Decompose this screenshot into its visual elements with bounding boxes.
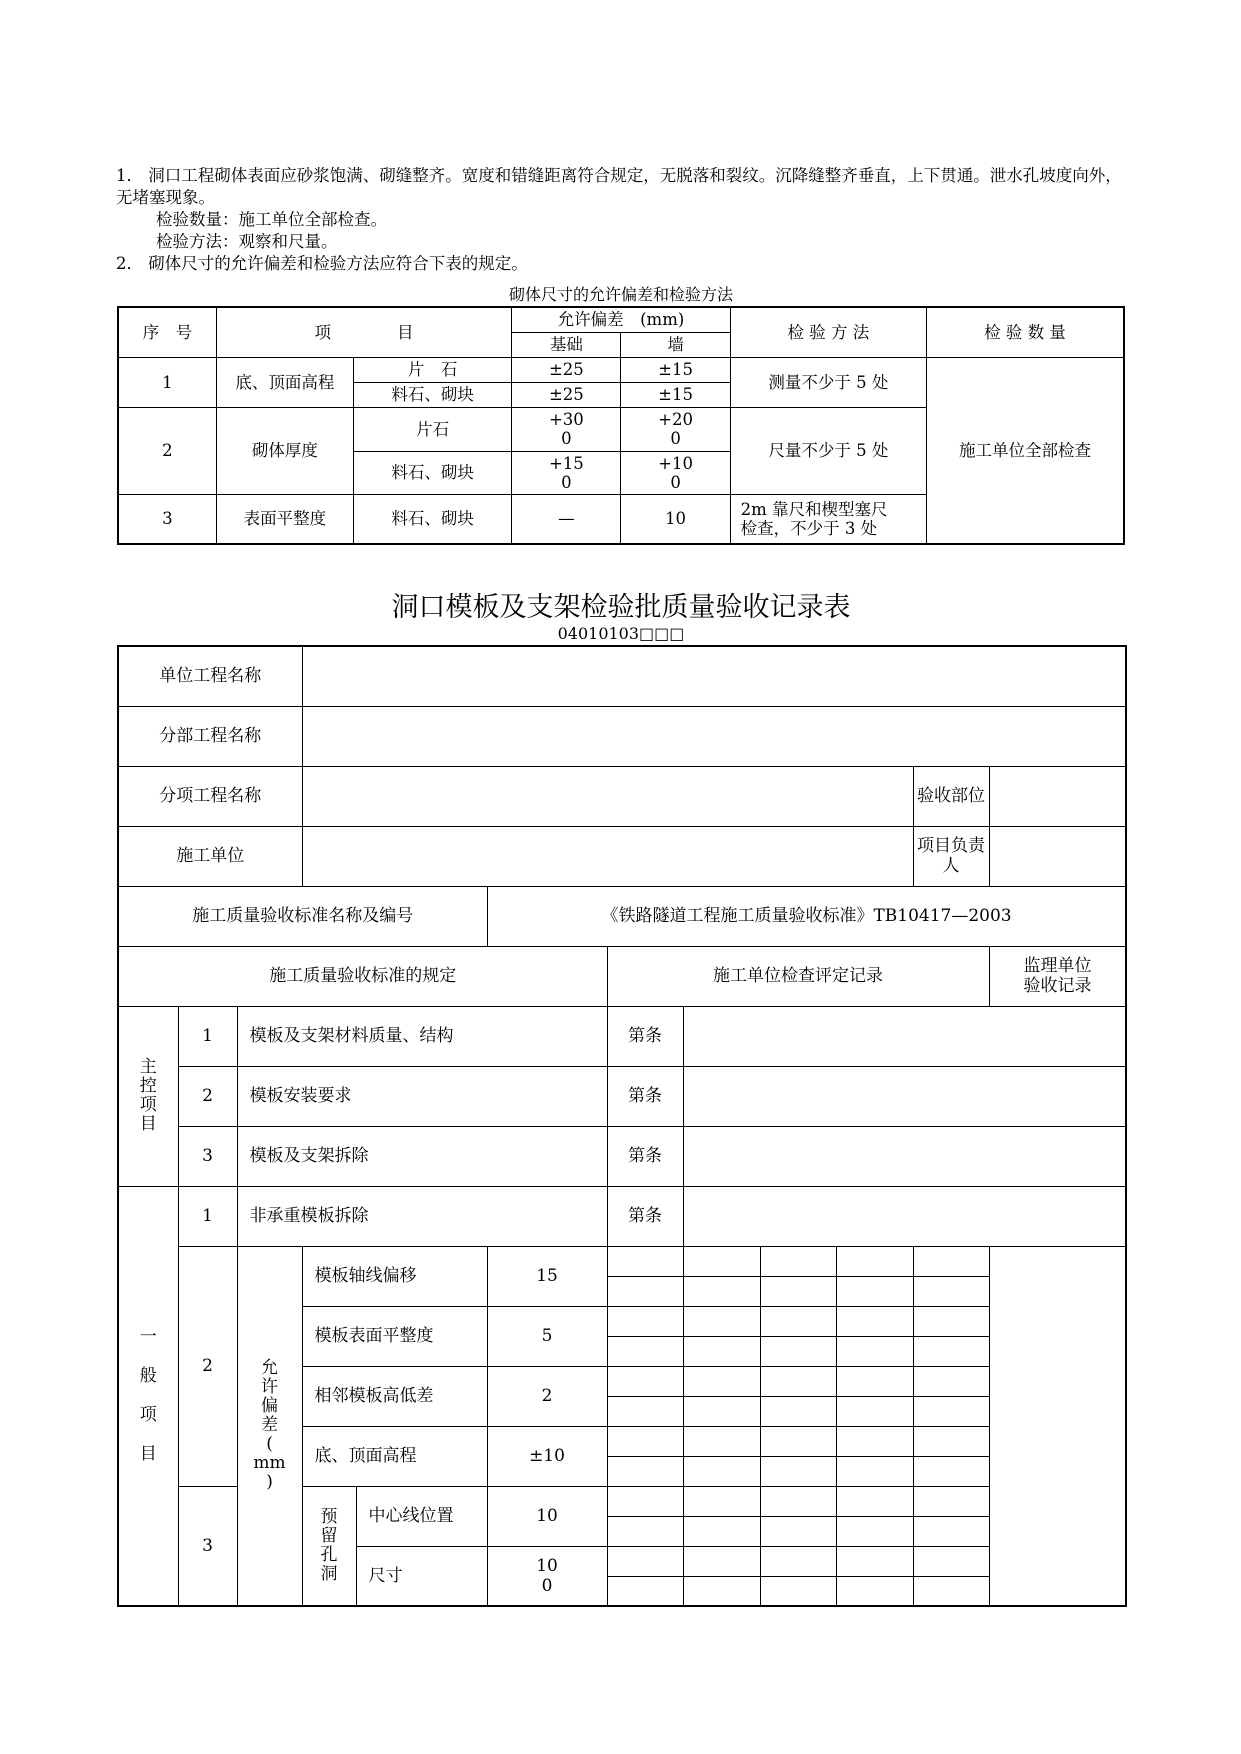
- header-base: 基础: [512, 332, 621, 357]
- header-item: 项 目: [216, 307, 512, 357]
- measure-cell[interactable]: [836, 1246, 913, 1276]
- measure-cell[interactable]: [683, 1276, 760, 1306]
- measure-cell[interactable]: [913, 1456, 989, 1486]
- row1-method: 测量不少于 5 处: [730, 357, 926, 407]
- tolerance-item-value: 5: [487, 1306, 607, 1366]
- supervisor-header-line1: 监理单位: [1023, 956, 1092, 976]
- measure-cell[interactable]: [683, 1396, 760, 1426]
- inspection-record-table: [117, 645, 1127, 1607]
- tolerance-item-name: 模板表面平整度: [302, 1306, 487, 1366]
- measure-cell[interactable]: [607, 1486, 683, 1516]
- row3-material: 料石、砌块: [353, 494, 511, 544]
- measure-cell[interactable]: [760, 1246, 836, 1276]
- main-item-name: 模板及支架拆除: [237, 1126, 607, 1186]
- reserved-char: 留: [320, 1525, 338, 1546]
- row2b-base-lower: 0: [561, 472, 572, 492]
- row3-seq: 3: [118, 494, 216, 544]
- reserved-char: 孔: [320, 1544, 338, 1565]
- tolerance-char: 差: [261, 1415, 278, 1436]
- header-wall: 墙: [621, 332, 730, 357]
- tolerance-item-value: 15: [487, 1246, 607, 1306]
- row2a-base-lower: 0: [561, 429, 572, 448]
- check-quantity: 施工单位全部检查: [927, 357, 1124, 544]
- tolerance-item-name: 相邻模板高低差: [302, 1366, 487, 1426]
- general-group-char: 一: [139, 1326, 157, 1347]
- reserved-size-value-upper: 10: [536, 1555, 558, 1576]
- manager-label: 项目负责人: [913, 826, 989, 886]
- measure-cell[interactable]: [836, 1546, 913, 1576]
- form-title: 洞口模板及支架检验批质量验收记录表: [391, 592, 851, 623]
- general-item-num: 3: [178, 1486, 237, 1606]
- row2b-wall-upper: +10: [658, 453, 693, 473]
- general-item-num: 2: [178, 1246, 237, 1486]
- table1-caption: 砌体尺寸的允许偏差和检验方法: [508, 285, 733, 304]
- row3-method-line1: 2m 靠尺和楔型塞尺: [740, 499, 888, 519]
- main-item-check-field[interactable]: [683, 1006, 1126, 1066]
- main-item-clause: 第条: [607, 1126, 683, 1186]
- header-tolerance: 允许偏差 (mm): [512, 307, 730, 332]
- standard-value: 《铁路隧道工程施工质量验收标准》TB10417—2003: [487, 886, 1126, 946]
- main-control-group: [118, 1006, 178, 1186]
- tolerance-item-value: 2: [487, 1366, 607, 1426]
- tolerance-char: 允: [261, 1358, 278, 1379]
- measure-cell[interactable]: [683, 1456, 760, 1486]
- measure-cell[interactable]: [607, 1516, 683, 1546]
- measure-cell[interactable]: [607, 1366, 683, 1396]
- row3-method-line2: 检查，不少于 3 处: [740, 518, 878, 538]
- general-group-char: 般: [139, 1365, 157, 1386]
- general-item-num: 1: [178, 1186, 237, 1246]
- measure-cell[interactable]: [836, 1366, 913, 1396]
- tolerance-char: 许: [261, 1377, 278, 1398]
- measure-cell[interactable]: [760, 1456, 836, 1486]
- measure-cell[interactable]: [683, 1516, 760, 1546]
- row2a-base: [512, 407, 621, 451]
- supervisor-header-line2: 验收记录: [1023, 976, 1092, 996]
- main-item-name: 模板及支架材料质量、结构: [237, 1006, 607, 1066]
- measure-cell[interactable]: [760, 1546, 836, 1576]
- sub-project-field[interactable]: [302, 706, 1126, 766]
- intro-check-method: 检验方法：观察和尺量。: [156, 232, 338, 251]
- measure-cell[interactable]: [760, 1366, 836, 1396]
- measure-cell[interactable]: [913, 1246, 989, 1276]
- tolerance-item-name: 底、顶面高程: [302, 1426, 487, 1486]
- tolerance-char: ): [266, 1472, 273, 1493]
- reserved-center-value: 10: [487, 1486, 607, 1546]
- main-group-char: 控: [139, 1076, 157, 1096]
- row1a-base: ±25: [512, 357, 621, 382]
- main-item-clause: 第条: [607, 1006, 683, 1066]
- measure-cell[interactable]: [683, 1426, 760, 1456]
- general-item-check-field[interactable]: [683, 1186, 1126, 1246]
- intro-item-1: 1． 洞口工程砌体表面应砂浆饱满、砌缝整齐。宽度和错缝距离符合规定，无脱落和裂纹。沉降缝整齐垂直，上下贯通。泄水孔坡度向外，无堵塞现象。: [116, 166, 1122, 207]
- row2b-wall-lower: 0: [670, 472, 681, 492]
- sub-project-label: 分部工程名称: [118, 706, 302, 766]
- accept-part-label: 验收部位: [913, 766, 989, 826]
- item-project-label: 分项工程名称: [118, 766, 302, 826]
- header-quantity: 检 验 数 量: [927, 307, 1124, 357]
- reserved-char: 洞: [320, 1563, 338, 1584]
- main-item-check-field[interactable]: [683, 1066, 1126, 1126]
- measure-cell[interactable]: [760, 1426, 836, 1456]
- accept-part-field[interactable]: [989, 766, 1126, 826]
- reserved-char: 预: [320, 1506, 338, 1527]
- measure-cell[interactable]: [683, 1366, 760, 1396]
- measure-cell[interactable]: [913, 1516, 989, 1546]
- row3-wall: 10: [621, 494, 730, 544]
- measure-cell[interactable]: [913, 1366, 989, 1396]
- unit-project-label: 单位工程名称: [118, 646, 302, 706]
- main-group-char: 项: [139, 1095, 157, 1115]
- measure-cell[interactable]: [607, 1426, 683, 1456]
- measure-cell[interactable]: [607, 1456, 683, 1486]
- measure-cell[interactable]: [836, 1576, 913, 1606]
- row3-method: [730, 494, 926, 544]
- measure-cell[interactable]: [760, 1486, 836, 1516]
- measure-cell[interactable]: [836, 1306, 913, 1336]
- tolerance-char: (: [266, 1434, 273, 1455]
- tolerance-item-name: 模板轴线偏移: [302, 1246, 487, 1306]
- measure-cell[interactable]: [913, 1486, 989, 1516]
- header-seq: 序 号: [118, 307, 216, 357]
- standard-label: 施工质量验收标准名称及编号: [118, 886, 487, 946]
- measure-cell[interactable]: [760, 1576, 836, 1606]
- row2a-wall-upper: +20: [658, 410, 693, 429]
- header-method: 检 验 方 法: [730, 307, 926, 357]
- supervisor-header: [989, 946, 1126, 1006]
- intro-check-quantity: 检验数量：施工单位全部检查。: [156, 210, 387, 229]
- manager-field[interactable]: [989, 826, 1126, 886]
- main-item-check-field[interactable]: [683, 1126, 1126, 1186]
- row1b-base: ±25: [512, 382, 621, 407]
- contractor-field[interactable]: [302, 826, 913, 886]
- row3-base: —: [512, 494, 621, 544]
- measure-cell[interactable]: [836, 1456, 913, 1486]
- row2-method: 尺量不少于 5 处: [730, 407, 926, 494]
- measure-cell[interactable]: [836, 1396, 913, 1426]
- general-item-clause: 第条: [607, 1186, 683, 1246]
- measure-cell[interactable]: [683, 1306, 760, 1336]
- main-item-num: 1: [178, 1006, 237, 1066]
- measure-cell[interactable]: [607, 1246, 683, 1276]
- measure-cell[interactable]: [913, 1396, 989, 1426]
- measure-cell[interactable]: [913, 1546, 989, 1576]
- main-item-name: 模板安装要求: [237, 1066, 607, 1126]
- measure-cell[interactable]: [760, 1396, 836, 1426]
- row2a-base-upper: +30: [548, 410, 584, 429]
- measure-cell[interactable]: [683, 1546, 760, 1576]
- row2a-wall-lower: 0: [670, 429, 681, 448]
- row1b-wall: ±15: [621, 382, 730, 407]
- measure-cell[interactable]: [913, 1576, 989, 1606]
- row2b-base-upper: +15: [548, 453, 584, 473]
- row1-seq: 1: [118, 357, 216, 407]
- row2-seq: 2: [118, 407, 216, 494]
- reserved-size-value-lower: 0: [541, 1575, 553, 1596]
- masonry-tolerance-table: [117, 306, 1125, 545]
- tolerance-label: [237, 1246, 302, 1606]
- measure-cell[interactable]: [607, 1336, 683, 1366]
- main-group-char: 主: [139, 1057, 157, 1077]
- measure-cell[interactable]: [836, 1276, 913, 1306]
- measure-cell[interactable]: [836, 1516, 913, 1546]
- item-project-field[interactable]: [302, 766, 913, 826]
- measure-cell[interactable]: [836, 1336, 913, 1366]
- row3-item: 表面平整度: [216, 494, 353, 544]
- row1b-material: 料石、砌块: [353, 382, 511, 407]
- measure-cell[interactable]: [913, 1306, 989, 1336]
- main-item-clause: 第条: [607, 1066, 683, 1126]
- measure-cell[interactable]: [683, 1486, 760, 1516]
- row1a-material: 片 石: [353, 357, 511, 382]
- measure-cell[interactable]: [683, 1336, 760, 1366]
- form-code: 04010103□□□: [557, 624, 685, 643]
- row1-item: 底、顶面高程: [216, 357, 353, 407]
- measure-cell[interactable]: [607, 1576, 683, 1606]
- measure-cell[interactable]: [913, 1426, 989, 1456]
- tolerance-item-value: ±10: [487, 1426, 607, 1486]
- measure-cell[interactable]: [607, 1396, 683, 1426]
- row2-item: 砌体厚度: [216, 407, 353, 494]
- measure-cell[interactable]: [760, 1516, 836, 1546]
- measure-cell[interactable]: [760, 1336, 836, 1366]
- row2a-wall: [621, 407, 730, 451]
- measure-cell[interactable]: [683, 1246, 760, 1276]
- reserved-size-name: 尺寸: [356, 1546, 487, 1606]
- contractor-label: 施工单位: [118, 826, 302, 886]
- check-header: 施工单位检查评定记录: [607, 946, 989, 1006]
- reserved-hole-label: [302, 1486, 356, 1606]
- tolerance-char: 偏: [261, 1396, 278, 1417]
- tolerance-char: mm: [253, 1453, 286, 1474]
- row2b-wall: [621, 451, 730, 494]
- main-item-num: 3: [178, 1126, 237, 1186]
- measure-cell[interactable]: [913, 1336, 989, 1366]
- reserved-center-name: 中心线位置: [356, 1486, 487, 1546]
- row1a-wall: ±15: [621, 357, 730, 382]
- main-group-char: 目: [139, 1114, 157, 1134]
- general-group-char: 目: [139, 1443, 157, 1464]
- measure-cell[interactable]: [607, 1276, 683, 1306]
- row2a-material: 片石: [353, 407, 511, 451]
- row2b-material: 料石、砌块: [353, 451, 511, 494]
- measure-cell[interactable]: [836, 1426, 913, 1456]
- measure-cell[interactable]: [913, 1276, 989, 1306]
- measure-cell[interactable]: [760, 1276, 836, 1306]
- general-item-name: 非承重模板拆除: [237, 1186, 607, 1246]
- measure-cell[interactable]: [607, 1546, 683, 1576]
- general-group-char: 项: [139, 1404, 157, 1425]
- measure-cell[interactable]: [836, 1486, 913, 1516]
- intro-item-2: 2． 砌体尺寸的允许偏差和检验方法应符合下表的规定。: [116, 254, 528, 273]
- measure-cell[interactable]: [607, 1306, 683, 1336]
- measure-cell[interactable]: [760, 1306, 836, 1336]
- measure-cell[interactable]: [683, 1576, 760, 1606]
- reserved-size-value: [487, 1546, 607, 1606]
- intro-text: [116, 165, 1126, 275]
- general-group: [118, 1186, 178, 1606]
- row2b-base: [512, 451, 621, 494]
- spec-header: 施工质量验收标准的规定: [118, 946, 607, 1006]
- main-item-num: 2: [178, 1066, 237, 1126]
- unit-project-field[interactable]: [302, 646, 1126, 706]
